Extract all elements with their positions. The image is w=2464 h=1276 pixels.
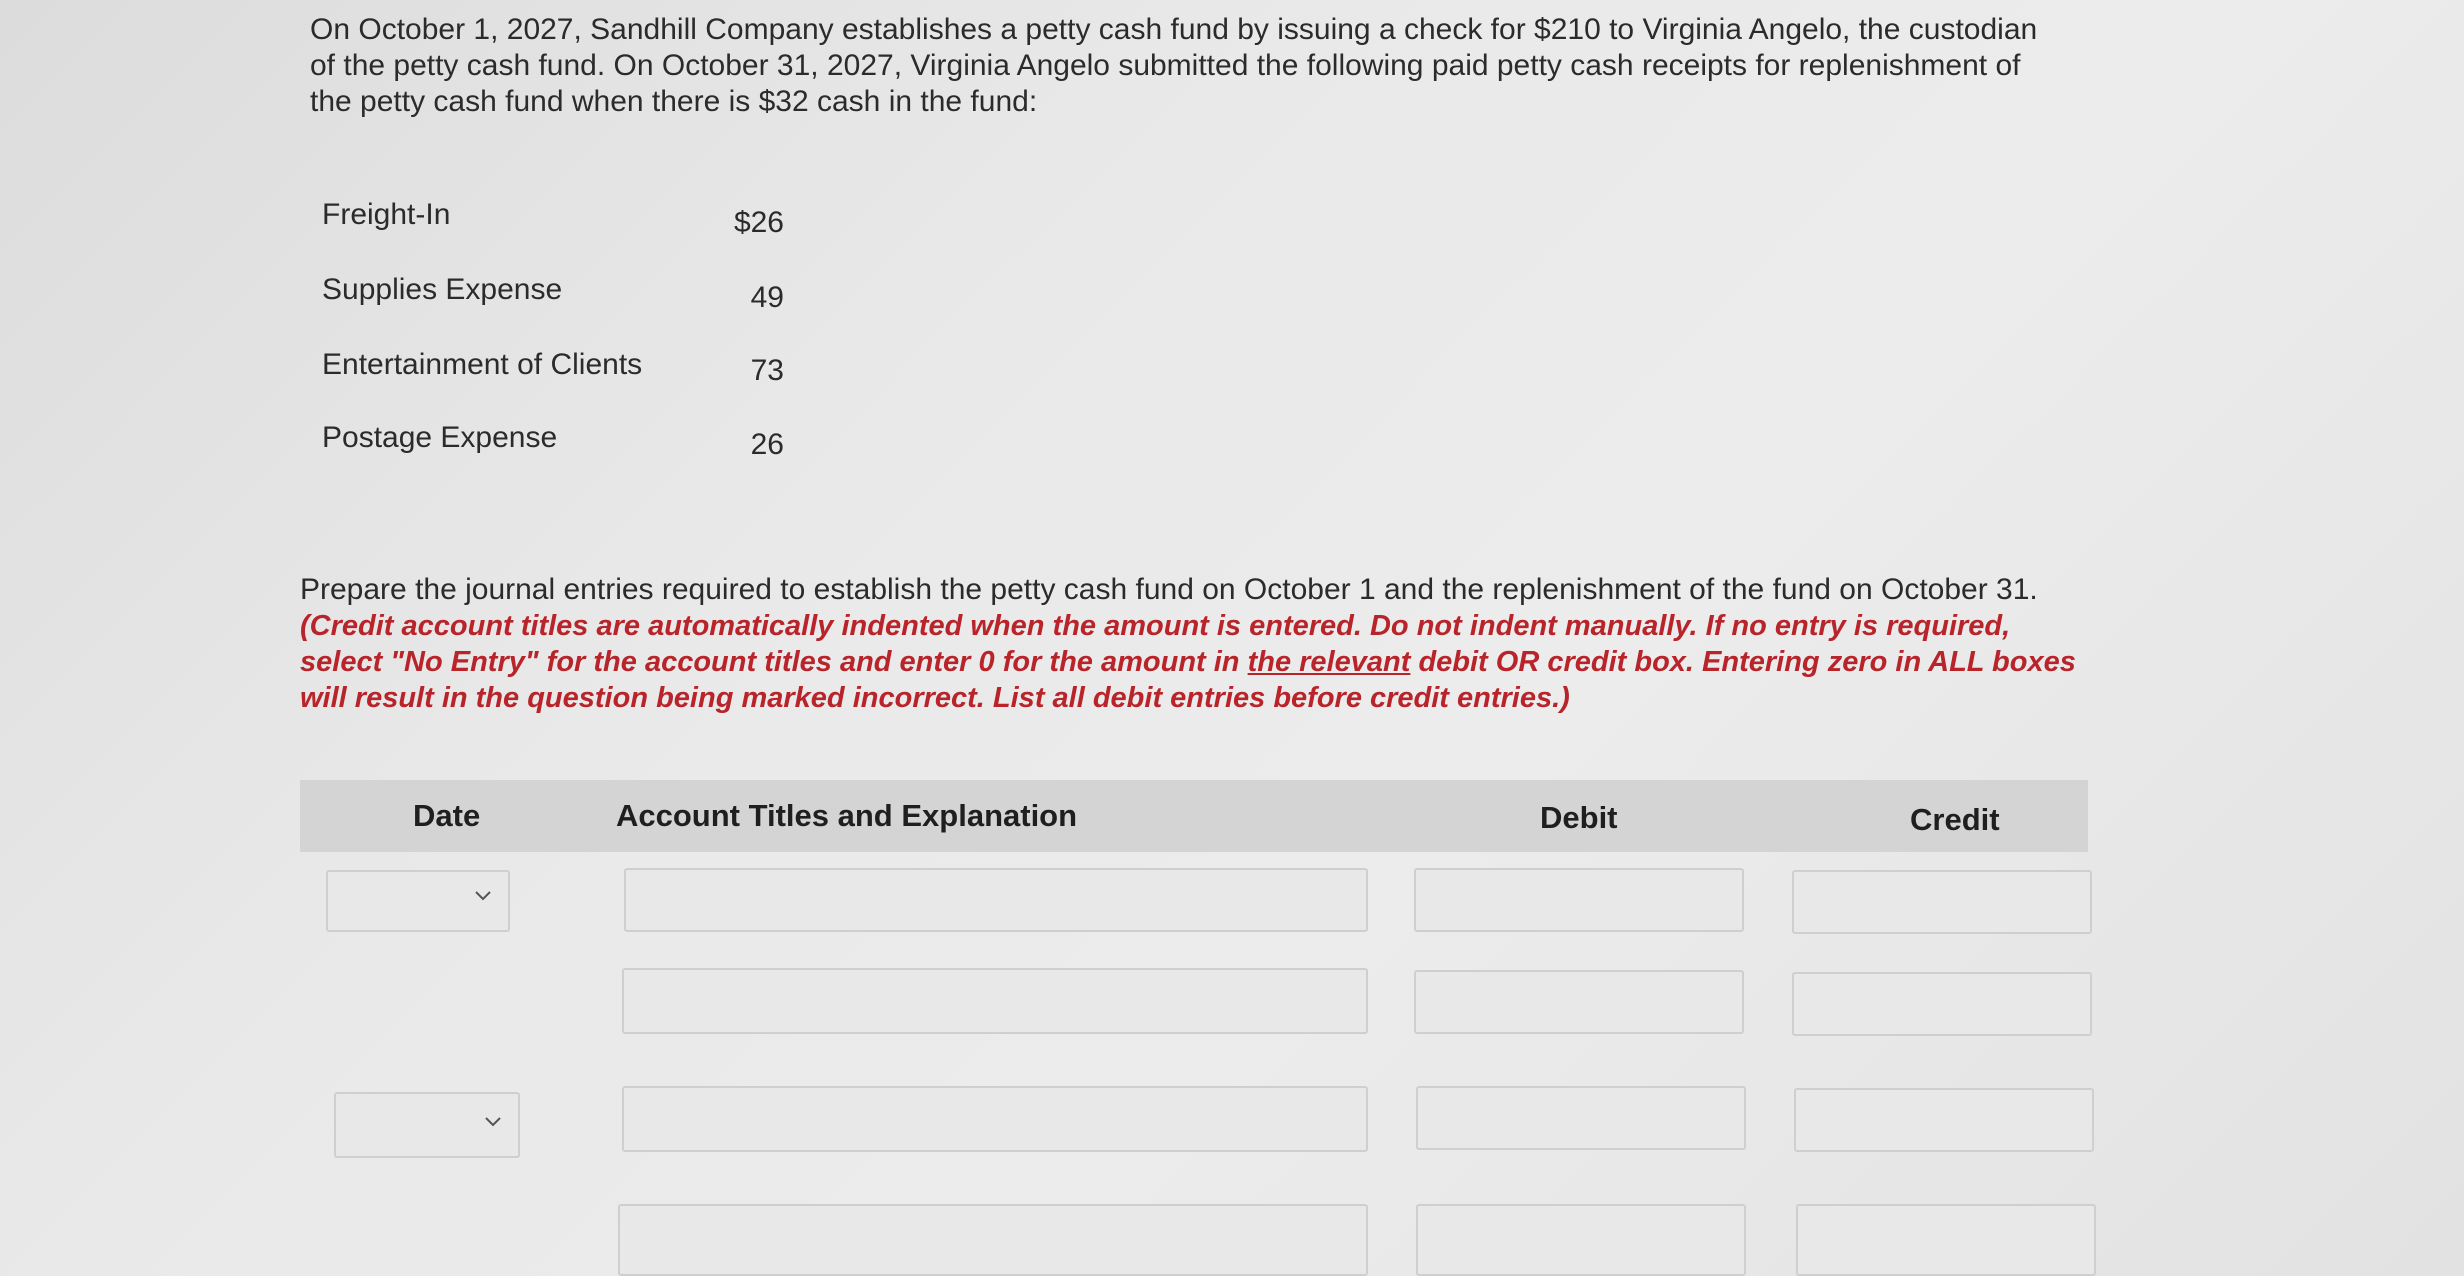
- chevron-down-icon: [484, 1112, 502, 1130]
- expense-label: Supplies Expense: [322, 273, 563, 306]
- credit-input[interactable]: [1796, 1204, 2096, 1276]
- expense-amount: 73: [750, 354, 784, 387]
- debit-input[interactable]: [1416, 1086, 1746, 1150]
- header-date: Date: [413, 798, 481, 833]
- account-title-input[interactable]: [624, 868, 1368, 932]
- expense-amount: 26: [750, 428, 784, 461]
- date-select[interactable]: [334, 1092, 520, 1158]
- header-credit: Credit: [1910, 802, 2000, 837]
- account-title-input[interactable]: [622, 968, 1368, 1034]
- instruction-part-1: (Credit account titles are automatically indented when the amount is entered. Do not indent manually. If no entry is required, select "No Entry" for the account titles and enter 0 for the amount in: [300, 610, 2011, 678]
- problem-intro: On October 1, 2027, Sandhill Company establishes a petty cash fund by issuing a check for $210 to Virginia Angelo, the custodian of the petty cash fund. On October 31, 2027, Virginia Angelo submitted the following paid petty cash receipts for replenishment of the petty cash fund when there is $32 cash in the fund:: [310, 13, 2038, 118]
- header-debit: Debit: [1540, 800, 1618, 835]
- debit-input[interactable]: [1414, 970, 1744, 1034]
- prompt-main: Prepare the journal entries required to establish the petty cash fund on October 1 and the replenishment of the fund on October 31.: [300, 573, 2038, 606]
- instruction-underlined: the relevant: [1247, 646, 1411, 678]
- expense-label: Freight-In: [322, 198, 451, 231]
- account-title-input[interactable]: [618, 1204, 1368, 1276]
- chevron-down-icon: [474, 886, 492, 904]
- instruction-part-2: debit OR credit box. Entering zero in ALL boxes will result in the question being marked incorrect. List all debit entries before credit entries.): [300, 646, 2076, 714]
- expense-amount: 49: [750, 281, 784, 314]
- account-title-input[interactable]: [622, 1086, 1368, 1152]
- credit-input[interactable]: [1792, 972, 2092, 1036]
- debit-input[interactable]: [1416, 1204, 1746, 1276]
- question-prompt: [300, 572, 2080, 716]
- journal-table-header: [300, 780, 2088, 852]
- expense-amount: $26: [733, 206, 784, 239]
- expense-label: Entertainment of Clients: [322, 348, 643, 381]
- instruction-text: [300, 610, 2076, 714]
- debit-input[interactable]: [1414, 868, 1744, 932]
- credit-input[interactable]: [1794, 1088, 2094, 1152]
- header-account: Account Titles and Explanation: [616, 798, 1078, 833]
- expense-label: Postage Expense: [322, 421, 558, 454]
- credit-input[interactable]: [1792, 870, 2092, 934]
- date-select[interactable]: [326, 870, 510, 932]
